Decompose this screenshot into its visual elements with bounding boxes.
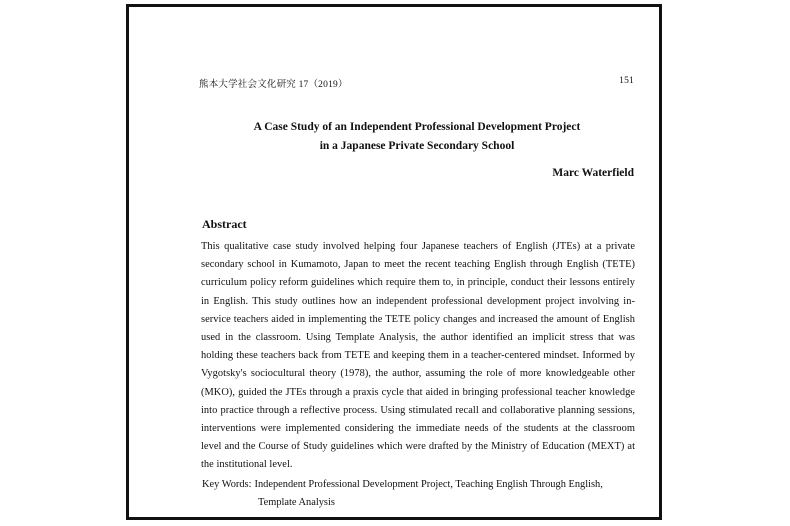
keywords	[202, 476, 636, 512]
keywords-label: Key Words:	[202, 479, 252, 490]
paper-title-line-2: in a Japanese Private Secondary School	[319, 140, 515, 152]
abstract-body: This qualitative case study involved helping four Japanese teachers of English (JTEs) at a private secondary school in Kumamoto, Japan to meet the recent teaching English through English (TETE) curriculum policy reform guidelines which require them to, in principle, conduct their lessons entirely in English. This study outlines how an independent professional development project involving in-service teachers aided in implementing the TETE policy changes and increased the amount of English used in the classroom. Using Template Analysis, the author identified an implicit stress that was holding these teachers back from TETE and keeping them in a teacher-centered mindset. Informed by Vygotsky's sociocultural theory (1978), the author, assuming the role of more knowledgeable other (MKO), guided the JTEs through a praxis cycle that aided in bringing professional teacher knowledge into practice through a reflective process. Using stimulated recall and collaborative planning sessions, interventions were implemented considering the immediate needs of the students at the classroom level and the Course of Study guidelines which were drafted by the Ministry of Education (MEXT) at the institutional level.	[201, 241, 635, 471]
keywords-line-2: Template Analysis	[258, 497, 335, 508]
page-number: 151	[619, 76, 634, 86]
paper-title-line-1: A Case Study of an Independent Professional Development Project	[253, 121, 581, 133]
author-name: Marc Waterfield	[552, 167, 634, 179]
keywords-line-1: Independent Professional Development Project, Teaching English Through English,	[254, 479, 603, 490]
abstract-heading: Abstract	[202, 217, 247, 231]
journal-citation: 熊本大学社会文化研究 17（2019）	[199, 80, 348, 90]
paper-title	[200, 118, 634, 156]
